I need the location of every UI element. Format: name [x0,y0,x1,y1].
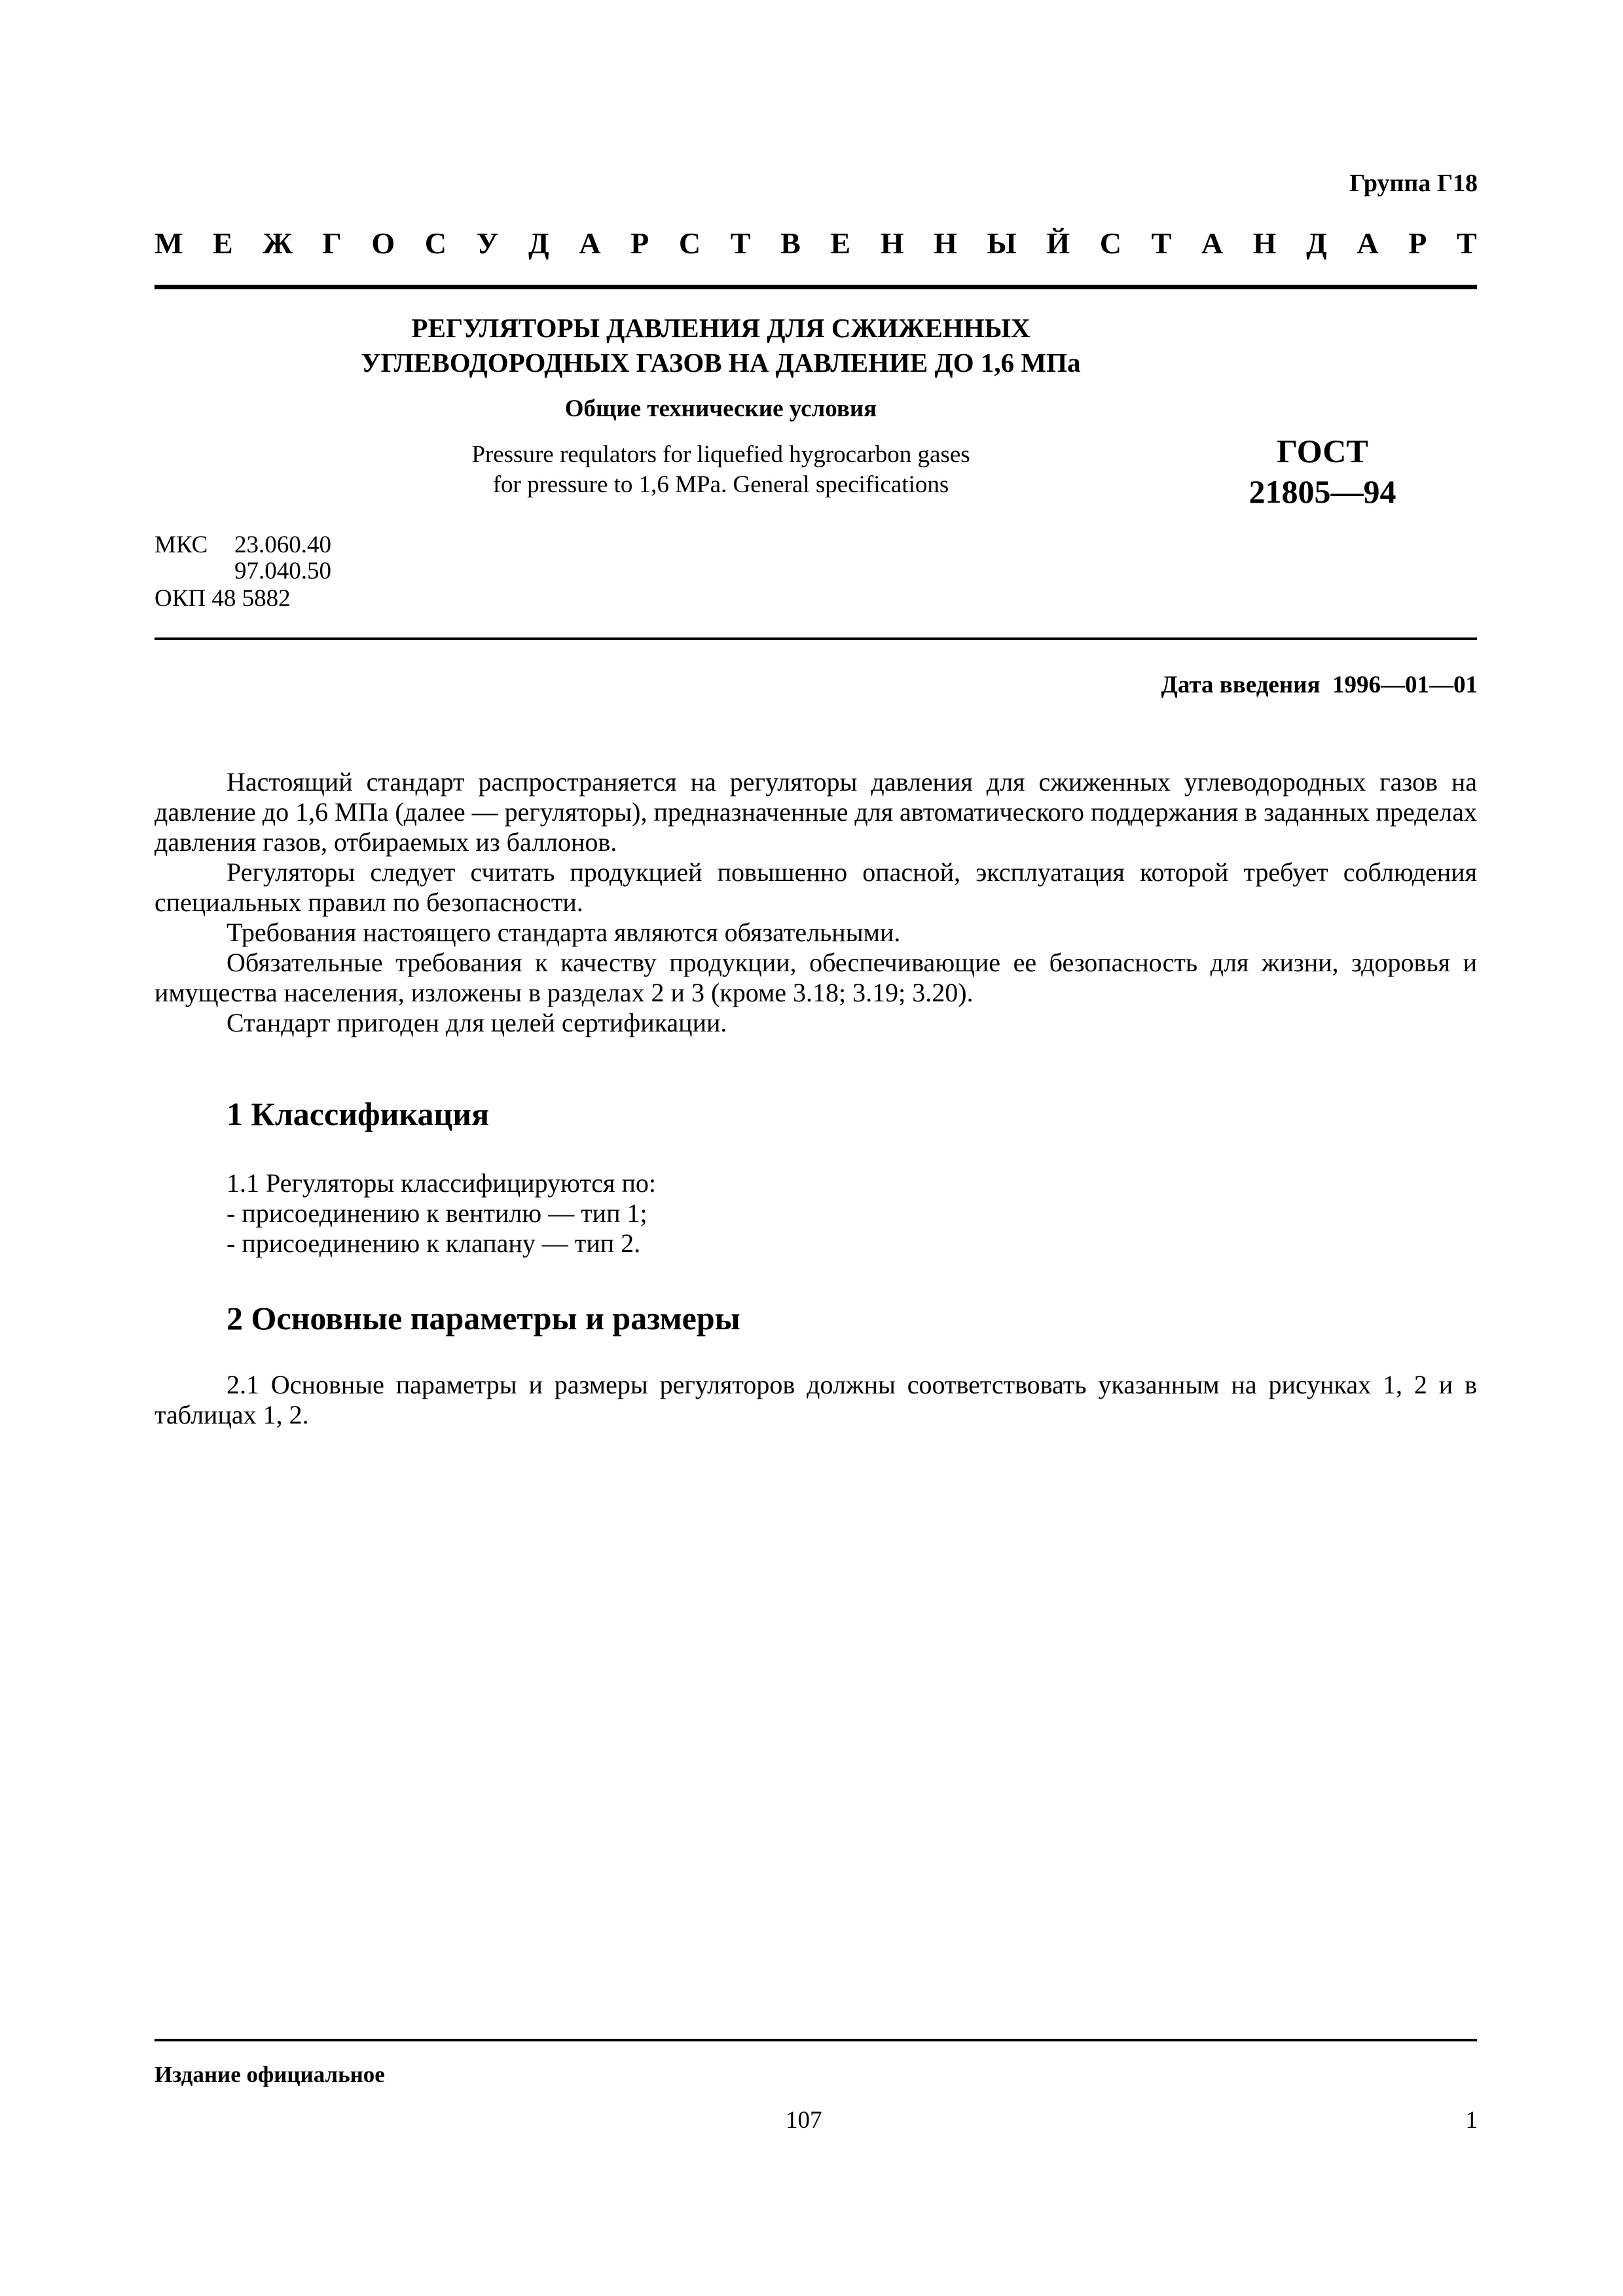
official-edition-label: Издание официальное [155,2062,385,2087]
title-line-2: УГЛЕВОДОРОДНЫХ ГАЗОВ НА ДАВЛЕНИЕ ДО 1,6 МПа [361,348,1081,378]
list-item: - присоединению к клапану — тип 2. [227,1229,641,1258]
section-1-content [227,1168,656,1259]
title-line-1: РЕГУЛЯТОРЫ ДАВЛЕНИЯ ДЛЯ СЖИЖЕННЫХ [411,313,1030,343]
interstate-standard-heading [155,226,1477,260]
interstate-letter: Н [1252,226,1277,260]
intro-paragraph-3: Требования настоящего стандарта являются обязательными. [227,918,901,947]
page-number-right: 1 [1465,2107,1478,2134]
section-1-heading: 1 Классификация [227,1096,490,1132]
intro-paragraph-2: Регуляторы следует считать продукцией повышенно опасной, эксплуатация которой требует соблюдения специальных правил по безопасности. [155,857,1477,917]
interstate-letter: Т [1151,226,1172,260]
document-subtitle: Общие технические условия [564,395,877,422]
footer-rule [155,2039,1477,2041]
interstate-letter: О [371,226,395,260]
english-title-line-2: for pressure to 1,6 MPa. General specifications [492,471,949,498]
list-item: - присоединению к вентилю — тип 1; [227,1198,647,1228]
interstate-letter: А [579,226,601,260]
interstate-letter: Т [1457,226,1477,260]
intro-paragraph-1: Настоящий стандарт распространяется на регуляторы давления для сжиженных углеводородных газов на давление до 1,6 МПа (далее — регуляторы), предназначенные для автоматического поддержания в заданных пределах давления газов, отбираемых из баллонов. [155,767,1477,857]
okp-code: ОКП 48 5882 [155,585,291,612]
intro-paragraph-4: Обязательные требования к качеству продукции, обеспечивающие ее безопасность для жизни, здоровья и имущества населения, изложены в разделах 2 и 3 (кроме 3.18; 3.19; 3.20). [155,948,1477,1007]
gost-number [1205,431,1440,512]
document-title [155,311,1287,380]
introduction-date: Дата введения 1996—01—01 [1161,672,1478,698]
interstate-letter: Н [934,226,957,260]
interstate-letter: Й [1046,226,1070,260]
codes-rule [155,637,1477,640]
top-rule [155,285,1477,289]
interstate-letter: А [1201,226,1224,260]
interstate-letter: А [1357,226,1379,260]
group-label: Группа Г18 [1349,170,1478,197]
interstate-letter: У [476,226,499,260]
interstate-letter: Ы [987,226,1017,260]
english-title [155,440,1287,500]
mks-code-2: 97.040.50 [234,558,331,584]
interstate-letter: Д [528,226,549,260]
interstate-letter: Е [213,226,233,260]
interstate-letter: Г [322,226,342,260]
interstate-letter: Е [830,226,851,260]
page-number-center: 107 [786,2107,822,2134]
mks-code-1: 23.060.40 [234,531,331,558]
interstate-letter: С [1099,226,1122,260]
gost-code: 21805—94 [1249,473,1396,510]
interstate-letter: Т [730,226,751,260]
gost-label: ГОСТ [1277,433,1368,469]
introduction-text [155,767,1477,1038]
interstate-letter: Р [630,226,649,260]
interstate-letter: Н [880,226,904,260]
item-1-1: 1.1 Регуляторы классифицируются по: [227,1168,656,1198]
interstate-letter: Д [1306,226,1327,260]
mks-label: МКС [155,531,208,558]
section-2-content [155,1370,1477,1430]
item-2-1: 2.1 Основные параметры и размеры регуляторов должны соответствовать указанным на рисунках 1, 2 и в таблицах 1, 2. [155,1370,1477,1429]
interstate-letter: В [780,226,801,260]
interstate-letter: С [678,226,701,260]
interstate-letter: Р [1408,226,1427,260]
section-2-heading: 2 Основные параметры и размеры [227,1300,740,1336]
intro-paragraph-5: Стандарт пригоден для целей сертификации. [227,1008,727,1037]
interstate-letter: М [155,226,183,260]
english-title-line-1: Pressure requlators for liquefied hygrocarbon gases [471,441,970,468]
interstate-letter: Ж [263,226,293,260]
interstate-letter: С [424,226,447,260]
